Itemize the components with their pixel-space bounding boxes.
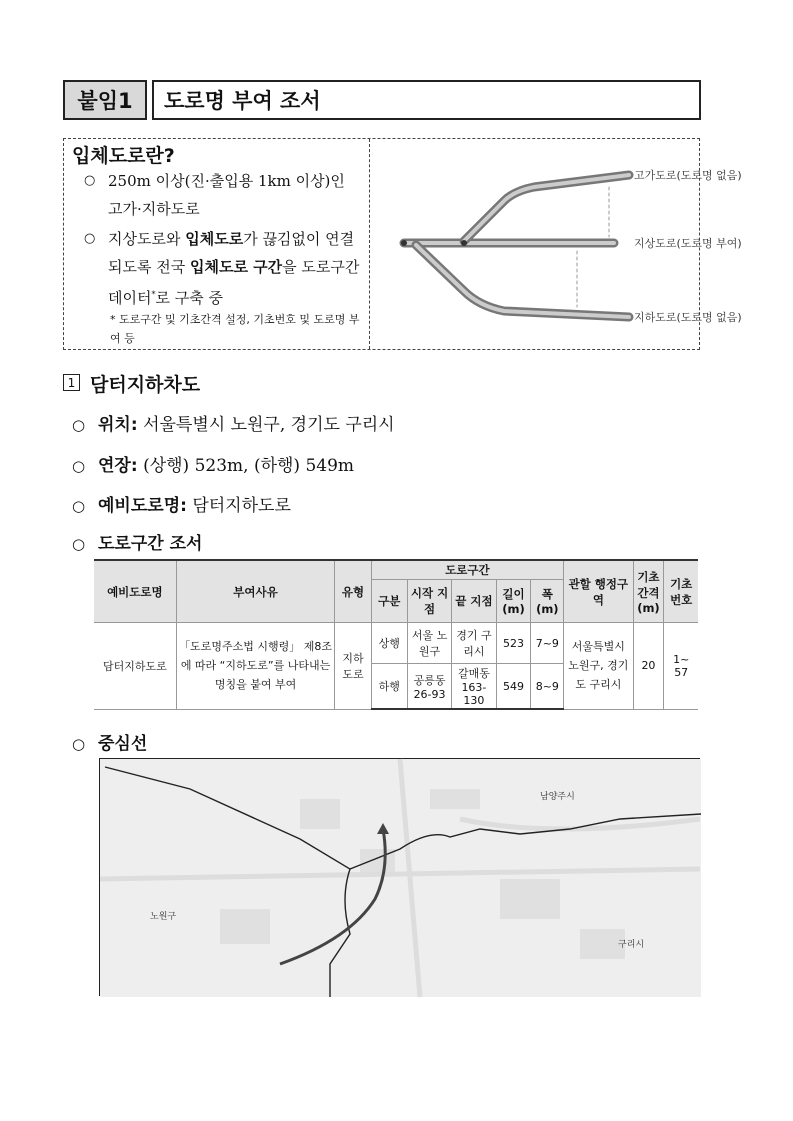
- bullet-text-2: 지상도로와 입체도로가 끊김없이 연결되도록 전국 입체도로 구간을 도로구간 데이터*로 구축 중: [108, 230, 360, 307]
- attachment-badge: 붙임1: [63, 80, 147, 120]
- elevated-label: 고가도로(도로명 없음): [634, 169, 742, 182]
- section-title: 담터지하차도: [90, 374, 201, 396]
- map-label-guri: 구리시: [618, 940, 645, 950]
- road-diagram: [394, 151, 742, 341]
- map-graphic: [100, 759, 701, 997]
- ground-label: 지상도로(도로명 부여): [634, 237, 742, 250]
- road-section-table: 예비도로명 부여사유 유형 도로구간 관할 행정구역 기초 간격 (m) 기초 번호 구분 시작 지점 끝 지점 길이 (m) 폭 (m) 담터지하도로 「도로명주소법 시행령」 제8조에 따라 “지하도로”를 나타내는 명칭을 붙여 부여 지하 도로 상행 서울 노원구 경기 구리시 523 7~9 서울특별시 노원구, 경기도 구리시 20 1~ 57 하행 공릉동 26-93 갈매동 163-130 549 8~9: [94, 559, 698, 710]
- underground-label: 지하도로(도로명 없음): [634, 311, 742, 324]
- survey-heading: ○ 도로구간 조서: [72, 534, 203, 554]
- centerline-heading: ○ 중심선: [72, 734, 148, 754]
- prelim-name-line: ○ 예비도로명: 담터지하도로: [72, 496, 291, 516]
- footnote: * 도로구간 및 기초간격 설정, 기초번호 및 도로명 부여 등: [110, 313, 360, 345]
- map-label-namyang: 남양주시: [540, 792, 575, 802]
- section-number: 1: [63, 374, 80, 391]
- page-title: 도로명 부여 조서: [152, 80, 701, 120]
- bullet-icon: ○: [84, 231, 96, 246]
- centerline-map: [99, 758, 700, 996]
- bullet-text-1: 250m 이상(진·출입용 1km 이상)인 고가·지하도로: [108, 172, 345, 218]
- bullet-icon: ○: [84, 173, 96, 188]
- box-title: 입체도로란?: [72, 145, 175, 167]
- definition-box: [63, 138, 742, 350]
- location-line: ○ 위치: 서울특별시 노원구, 경기도 구리시: [72, 415, 395, 435]
- map-label-nowon: 노원구: [150, 912, 177, 922]
- length-line: ○ 연장: (상행) 523m, (하행) 549m: [72, 456, 355, 476]
